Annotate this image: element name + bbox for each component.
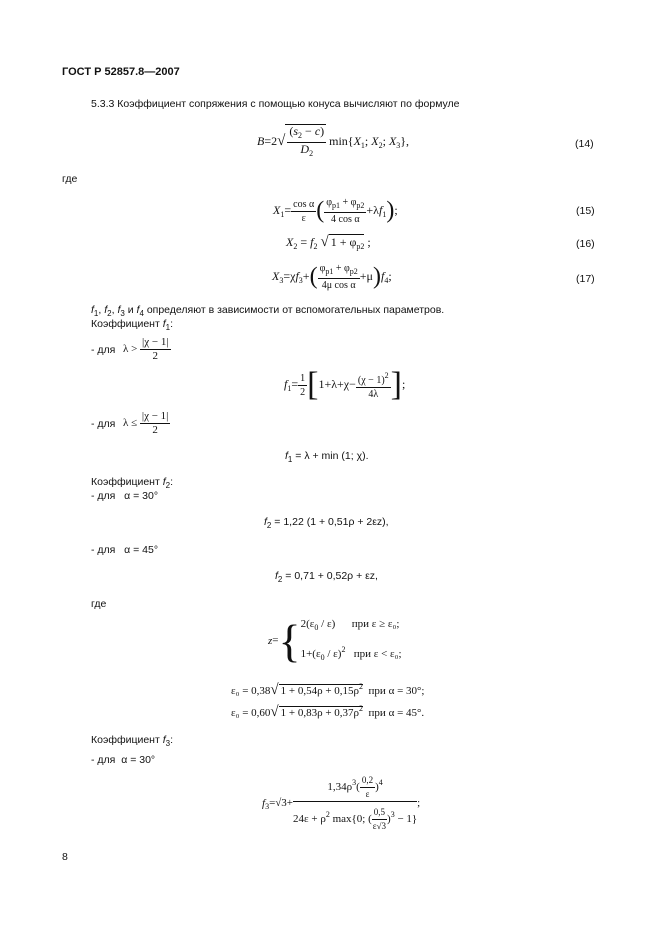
coef-f1-line: Коэффициент $f_1$: xyxy=(91,318,174,332)
alpha-30-2: α = 30° xyxy=(121,754,156,766)
cond-f1-a: λ > $\frac{|\chi - 1|}{2}$ xyxy=(123,336,169,362)
formula-z: z={ $2(\varepsilon_0 / \varepsilon)$ при ε ≥ ε₀; $1+(\varepsilon_0 / \varepsilon)^2$ при ε < ε₀; xyxy=(268,615,402,667)
eq-number-14: (14) xyxy=(575,138,594,150)
for-label-1: - для xyxy=(91,344,116,356)
eps0-b-value: ε₀ = 0,60 xyxy=(231,707,271,719)
params-line: $f_1$, $f_2$, $f_3$ и $f_4$ определяют в зависимости от вспомогательных параметров. xyxy=(91,304,445,318)
formula-eps0-a: ε₀ = 0,38√ $1 + 0,54\rho + 0,15\rho^2$ при α = 30°; xyxy=(231,682,425,698)
where-label-2: где xyxy=(91,598,107,610)
formula-16: $X_2 = f_2$ √ $1 + \varphi_{p2}$ ; xyxy=(286,234,371,251)
cond-f1-b: λ ≤ $\frac{|\chi - 1|}{2}$ xyxy=(123,410,169,436)
for-alpha45-line xyxy=(91,544,158,556)
f2-eq1: = 1,22 (1 + 0,51ρ + 2εz), xyxy=(274,516,389,528)
formula-f1-b: $f_1 = \lambda + \min (1$; χ). xyxy=(285,450,369,464)
for-alpha30-line-2 xyxy=(91,754,155,766)
eps0-cond-a: при α = 30°; xyxy=(368,685,425,697)
params-text: определяют в зависимости от вспомогательных параметров. xyxy=(146,304,445,316)
alpha-30: α = 30° xyxy=(124,490,159,502)
z-cond-b: при ε < ε₀; xyxy=(353,648,402,660)
eq-number-15: (15) xyxy=(576,205,595,217)
for-alpha30-line xyxy=(91,490,158,502)
coef-f3-label: Коэффициент xyxy=(91,734,160,746)
eps0-cond-b: при α = 45°. xyxy=(368,707,425,719)
for-label-3: - для xyxy=(91,490,116,502)
formula-f1-a: $f_1=$ $\frac{1}{2}$ [1+λ+χ− $\frac{(\chi - 1)^2}{4\lambda}$ ]; xyxy=(284,366,406,403)
for-label-4: - для xyxy=(91,544,116,556)
coef-f1-label: Коэффициент xyxy=(91,318,160,330)
standard-code: ГОСТ Р 52857.8—2007 xyxy=(62,66,180,78)
eq-number-16: (16) xyxy=(576,238,595,250)
for-label-5: - для xyxy=(91,754,116,766)
coef-f2-label: Коэффициент xyxy=(91,476,160,488)
eps0-a-value: ε₀ = 0,38 xyxy=(231,685,271,697)
z-cond-a: при ε ≥ ε₀; xyxy=(351,618,400,630)
coef-f3-line: Коэффициент $f_3$: xyxy=(91,734,174,748)
eq-number-17: (17) xyxy=(576,273,595,285)
formula-f2-a: $f_2 = 1,22$ (1 + 0,51ρ + 2εz), xyxy=(264,516,389,530)
f1-eq2: = λ + min (1; χ). xyxy=(295,450,369,462)
formula-eps0-b: ε₀ = 0,60√ $1 + 0,83\rho + 0,37\rho^2$ при α = 45°. xyxy=(231,704,425,720)
f2-eq2: = 0,71 + 0,52ρ + εz, xyxy=(285,570,378,582)
coef-f2-line: Коэффициент $f_2$: xyxy=(91,476,174,490)
formula-17: $X_3=\chi f_3+$( $\frac{\varphi_{p1} + \varphi_{p2}}{\text{4μ cos α}}$ $+\mu)f_4$; xyxy=(272,263,392,291)
formula-15: $X_1=$ $\frac{\text{cos α}}{\varepsilon}$ ( $\frac{\varphi_{p1} + \varphi_{p2}}{\text{4 cos α}}$ $+\lambda f_1$); xyxy=(273,197,398,225)
for-label-2: - для xyxy=(91,418,116,430)
page-number: 8 xyxy=(62,851,68,863)
where-label: где xyxy=(62,173,78,185)
formula-f2-b: $f_2 = 0,71 + 0,52\rho + \varepsilon z$, xyxy=(275,570,378,584)
alpha-45: α = 45° xyxy=(124,544,159,556)
formula-f3: $f_3=√3+$ $1,34\rho^3$( $\frac{0,2}{\varepsilon}$ )$^4$ $24\varepsilon + \rho^2$ max{0; ( $\frac{0,5}{\varepsilon√3}$ )$^3$ − 1} ; xyxy=(262,775,421,831)
formula-14: B=2√ $\frac{(s_2 - c)}{D_2}$ $\min\{X_1$; $X_2$; $X_3$}, xyxy=(257,124,410,158)
section-intro: 5.3.3 Коэффициент сопряжения с помощью конуса вычисляют по формуле xyxy=(91,98,460,110)
